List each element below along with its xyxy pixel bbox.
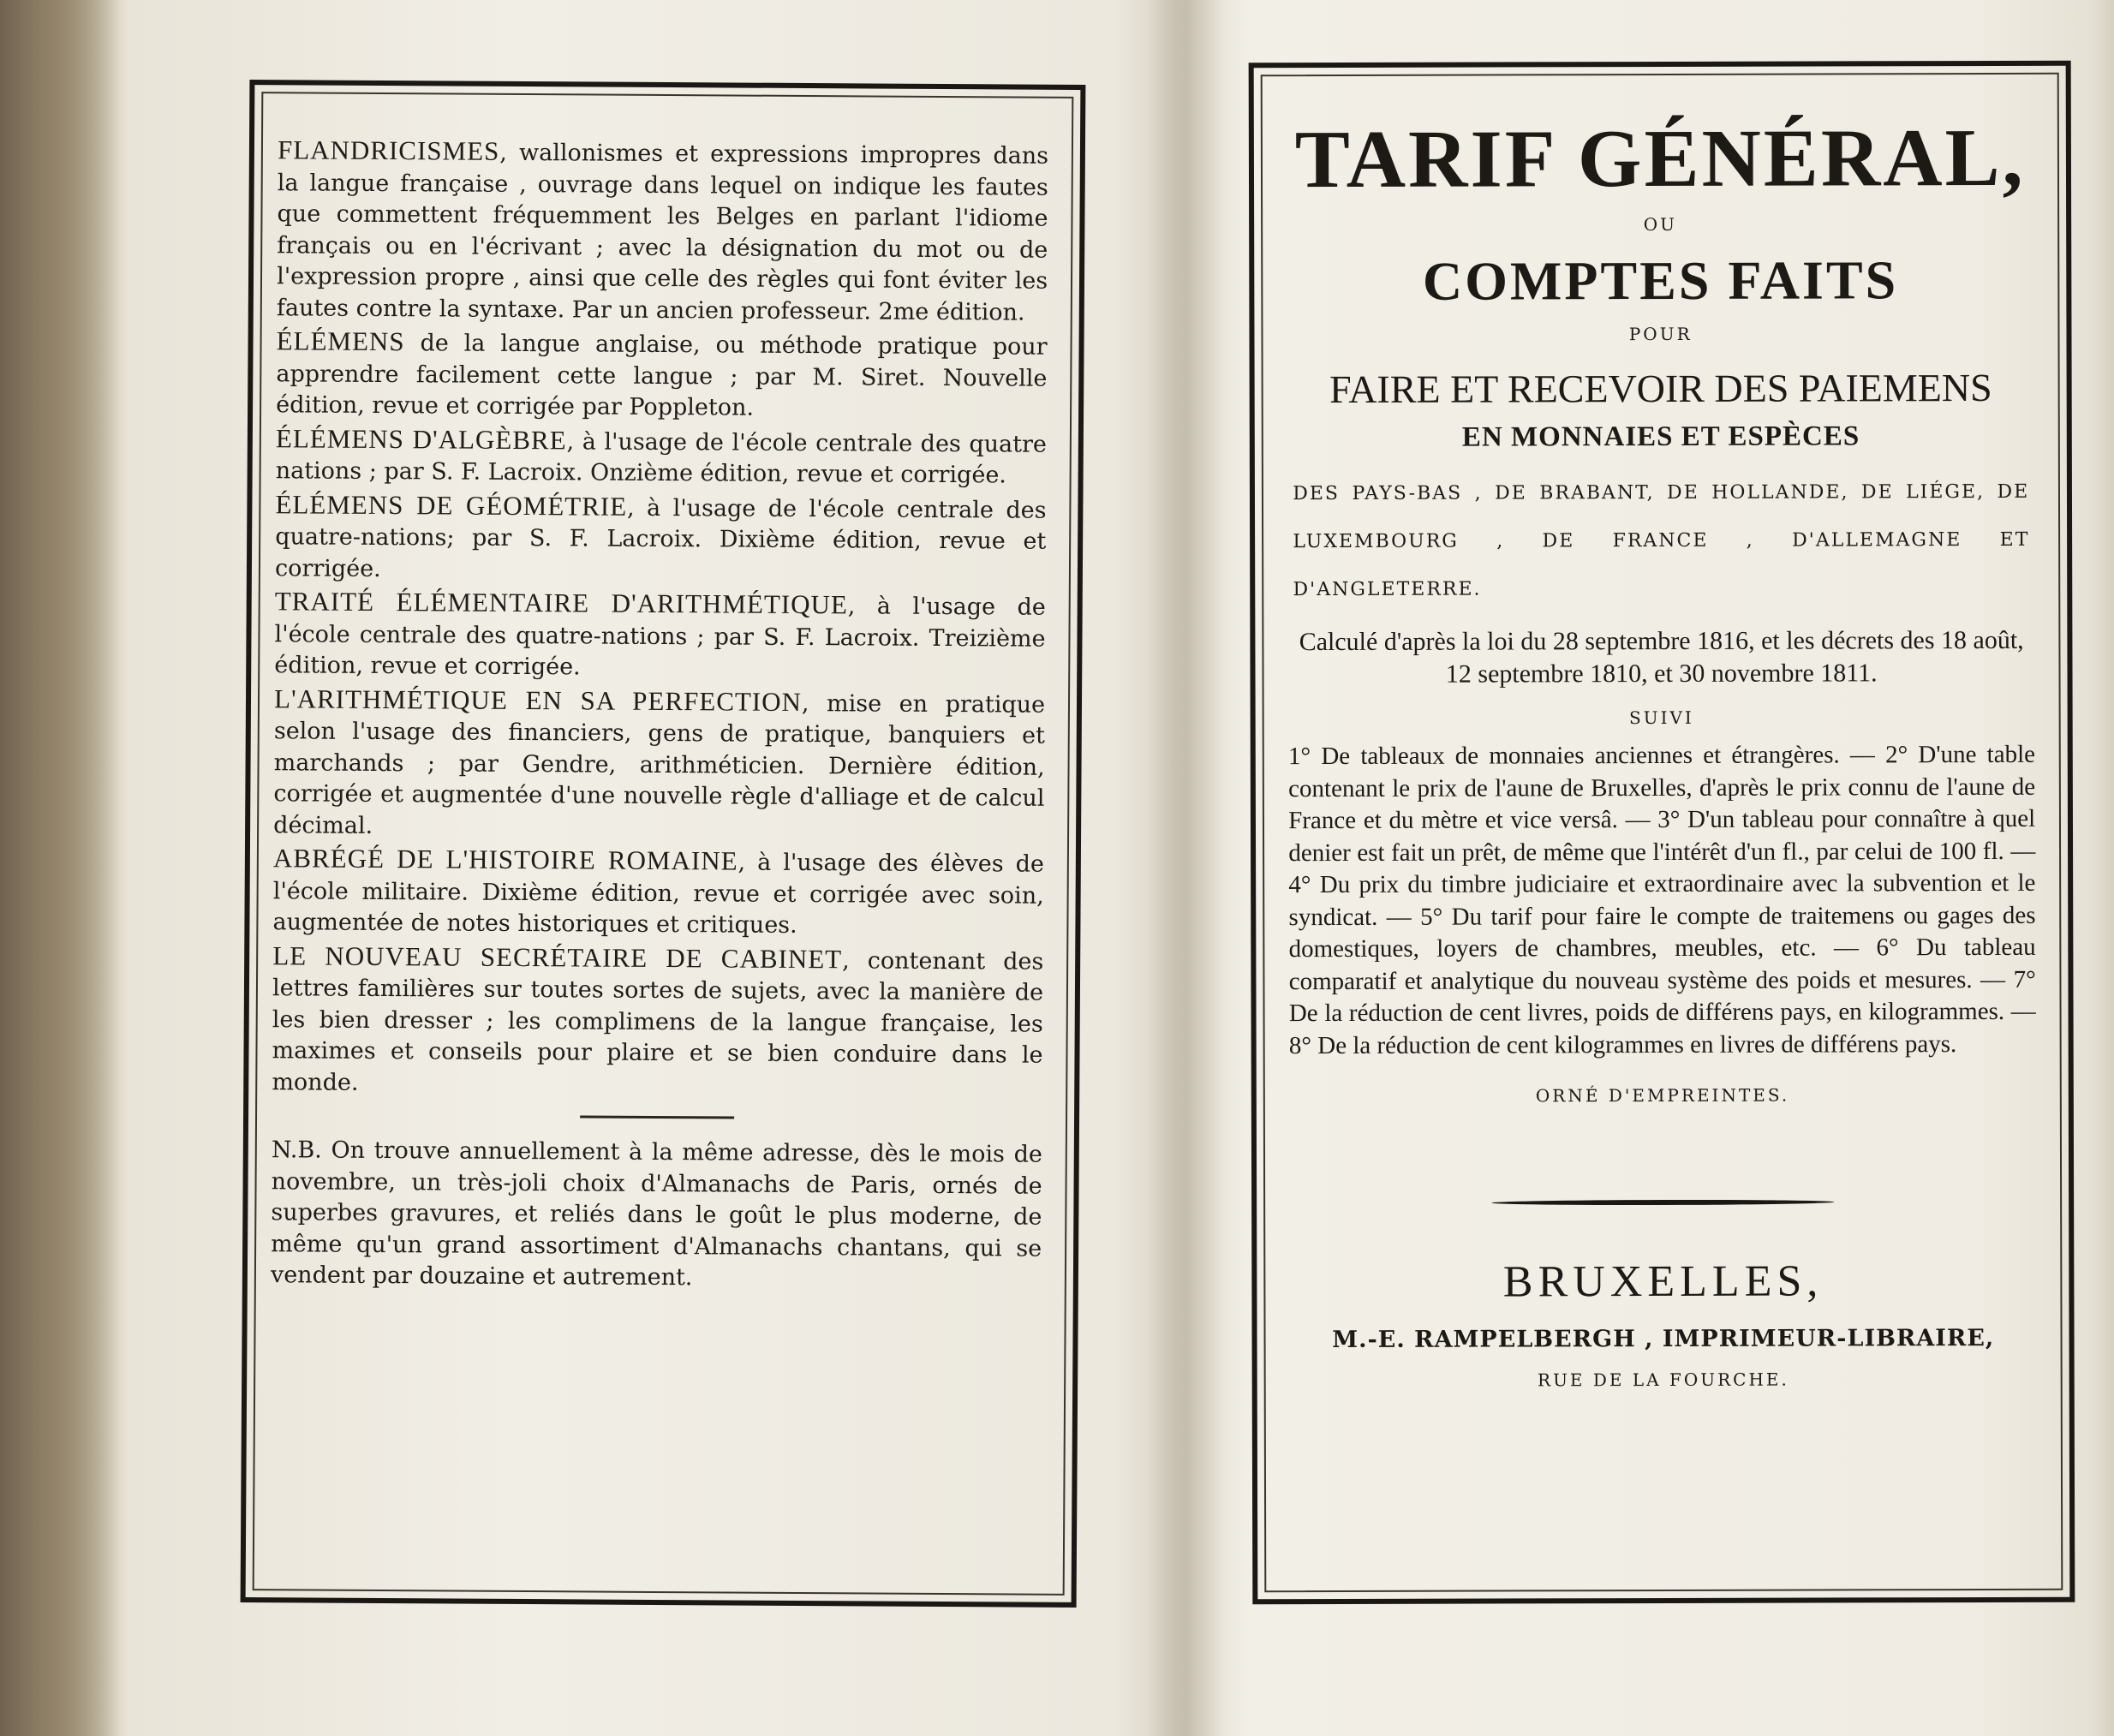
city-imprint: BRUXELLES,: [1502, 1256, 1824, 1307]
currency-line: EN MONNAIES ET ESPÈCES: [1461, 421, 1860, 453]
title-page: [1275, 110, 2049, 1391]
entry-text: , contenant des lettres familières sur toutes sortes de sujets, avec la manière de les bien dresser ; les complimens de la langue française, les maximes et conseils pour plaire et se bien conduire dans le monde.: [272, 946, 1044, 1096]
ornamental-rule: [1491, 1199, 1834, 1205]
contents-list: 1° De tableaux de monnaies anciennes et étrangères. — 2° D'une table contenant le prix de l'aune de Bruxelles, d'après le prix connu de l'aune de France et du mètre et vice versâ. — 3° D'un tableau pour connaître à quel denier est fait un prêt, de même que l'intérêt d'un fl., par celui de 100 fl. — 4° Du prix du timbre judiciaire et extraordinaire avec la subvention et le syndicat. — 5° Du tarif pour faire le compte de traitemens ou gages des domestiques, loyers de chambres, meubles, etc. — 6° Du tableau comparatif et analytique du nouveau système des poids et mesures. — 7° De la réduction de cent livres, poids de différens pays, en kilogrammes. — 8° De la réduction de cent kilogrammes en livres de différens pays.: [1287, 740, 2036, 1059]
catalog-entry: [274, 586, 1046, 686]
entry-title: TRAITÉ ÉLÉMENTAIRE D'ARITHMÉTIQUE: [274, 586, 848, 620]
catalog-entry: [275, 489, 1047, 589]
entry-title: FLANDRICISMES: [277, 134, 500, 166]
entry-title: LE NOUVEAU SECRÉTAIRE DE CABINET: [272, 940, 843, 974]
suivi-label: SUIVI: [1628, 707, 1694, 729]
entry-text: , à l'usage des élèves de l'école militaire. Dixième édition, revue et corrigée avec soin, augmentée de notes historiques et critiques.: [272, 849, 1045, 939]
catalog-entry: [273, 683, 1045, 846]
entry-text: , à l'usage de l'école centrale des quatre nations ; par S. F. Lacroix. Onzième édition, revue et corrigée.: [275, 427, 1048, 489]
entry-title: ÉLÉMENS DE GÉOMÉTRIE: [275, 488, 628, 522]
countries-list: DES PAYS-BAS , DE BRABANT, DE HOLLANDE, DE LIÉGE, DE LUXEMBOURG , DE FRANCE , D'ALLEMAGNE ET D'ANGLETERRE.: [1293, 480, 2030, 601]
entry-text: , mise en pratique selon l'usage des financiers, gens de pratique, banquiers et marchands ; par Gendre, arithméticien. Dernière édition, corrigée et augmentée d'une nouvelle règle d'alliage et de calcul décimal.: [273, 689, 1046, 839]
entry-text: , à l'usage de l'école centrale des quatre-nations ; par S. F. Lacroix. Treizième édition, revue et corrigée.: [274, 593, 1046, 681]
entry-title: ABRÉGÉ DE L'HISTOIRE ROMAINE: [272, 843, 738, 876]
street-address: RUE DE LA FOURCHE.: [1537, 1369, 1789, 1391]
conjunction-ou: OU: [1643, 213, 1678, 236]
left-page-text: [271, 134, 1048, 1298]
catalog-entry: [276, 423, 1047, 492]
catalog-entry: [276, 325, 1048, 426]
book-gutter: [1148, 0, 1225, 1736]
entry-title: ÉLÉMENS: [276, 325, 405, 357]
nota-bene: N.B. On trouve annuellement à la même adresse, dès le mois de novembre, un très-joli choix d'Almanachs de Paris, ornés de superbes gravures, et reliés dans le goût le plus moderne, de même qu'un grand assortiment d'Almanachs chantans, qui se vendent par douzaine et autrement.: [270, 1136, 1042, 1292]
page-shadow: [0, 0, 120, 1736]
calculation-note: Calculé d'après la loi du 28 septembre 1816, et les décrets des 18 août, 12 septembre 1810, et 30 novembre 1811.: [1299, 625, 2024, 689]
entry-text: de la langue anglaise, ou méthode pratique pour apprendre facilement cette langue ; par M. Siret. Nouvelle édition, revue et corrigée par Poppleton.: [276, 330, 1048, 421]
main-title: TARIF GÉNÉRAL,: [1294, 110, 2026, 206]
catalog-entry: [272, 843, 1044, 943]
separator-rule: [580, 1115, 734, 1119]
entry-title: L'ARITHMÉTIQUE EN SA PERFECTION: [274, 683, 803, 717]
sub-title: COMPTES FAITS: [1422, 249, 1899, 312]
entry-text: , wallonismes et expressions impropres dans la langue française , ouvrage dans lequel on indique les fautes que commettent fréquemment les Belges en parlant l'idiome français ou en l'écrivant ; avec la désignation du mot ou de l'expression propre , ainsi que celle des règles qui font éviter les fautes contre la syntaxe. Par un ancien professeur. 2me édition.: [276, 139, 1049, 326]
purpose-line: FAIRE ET RECEVOIR DES PAIEMENS: [1329, 365, 1992, 412]
entry-title: ÉLÉMENS D'ALGÈBRE: [275, 422, 567, 455]
entry-text: , à l'usage de l'école centrale des quatre-nations; par S. F. Lacroix. Dixième édition, revue et corrigée.: [274, 494, 1047, 582]
catalog-entry: [277, 134, 1048, 328]
printer-imprint: M.-E. RAMPELBERGH , IMPRIMEUR-LIBRAIRE,: [1332, 1324, 1995, 1354]
orne-label: ORNÉ D'EMPREINTES.: [1535, 1084, 1790, 1107]
conjunction-pour: POUR: [1628, 323, 1693, 345]
catalog-entry: [272, 940, 1043, 1103]
